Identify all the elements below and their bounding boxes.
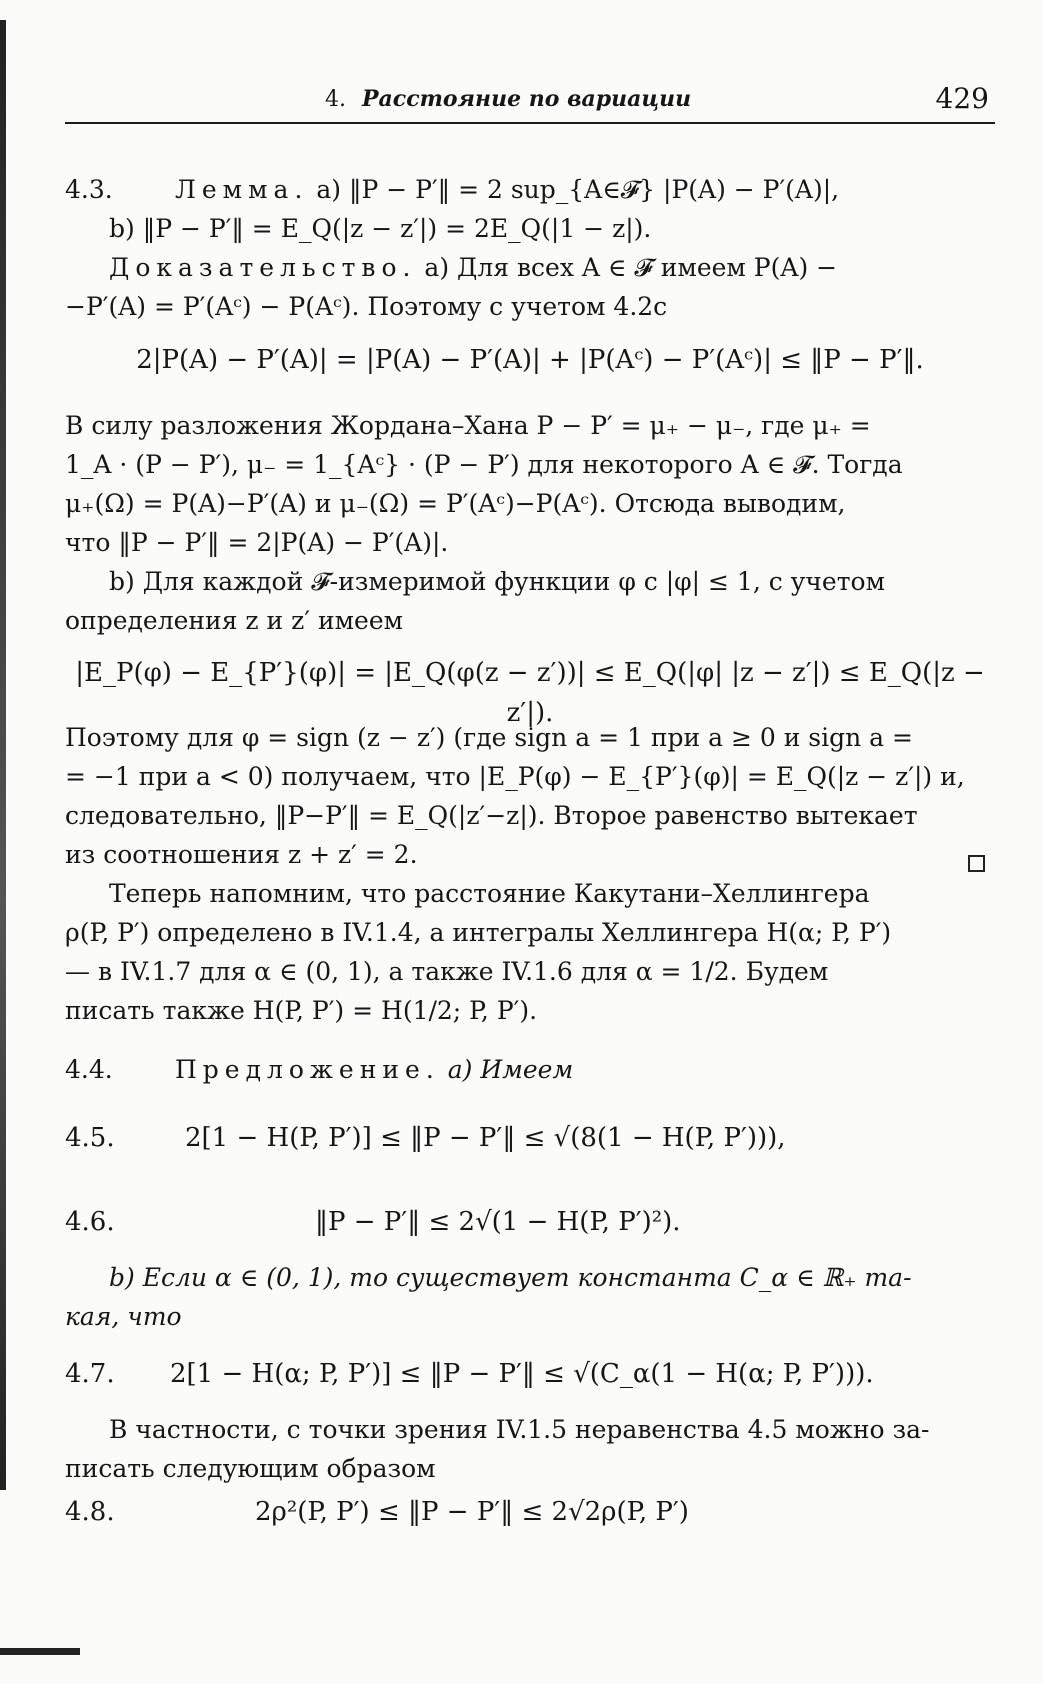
equation-formula: 2[1 − H(P, P′)] ≤ ‖P − P′‖ ≤ √(8(1 − H(P, P′))), <box>185 1123 786 1153</box>
equation-number: 4.8. <box>65 1497 115 1527</box>
section-number: 4. <box>325 87 346 112</box>
text-line: 1_A · (P − P′), μ₋ = 1_{Aᶜ} · (P − P′) для некоторого A ∈ 𝓕. Тогда <box>65 450 903 479</box>
part-b-proof-paragraph <box>65 562 995 640</box>
text-line <box>65 1258 995 1297</box>
closing-paragraph <box>65 1410 995 1488</box>
proof-start <box>65 248 995 326</box>
text-line: писать следующим образом <box>65 1454 436 1483</box>
proposition-part-b <box>65 1258 995 1336</box>
page-number: 429 <box>935 82 989 115</box>
text-line: — в IV.1.7 для α ∈ (0, 1), а также IV.1.6 для α = 1/2. Будем <box>65 957 829 986</box>
proposition-intro: a) Имеем <box>447 1055 574 1084</box>
last-line-with-qed <box>65 835 995 874</box>
equation-number: 4.5. <box>65 1123 115 1153</box>
proof-line-2: −P′(A) = P′(Aᶜ) − P(Aᶜ). Поэтому с учетом 4.2c <box>65 292 668 321</box>
running-header <box>65 70 995 124</box>
sign-paragraph <box>65 718 995 874</box>
lemma-part-a: a) ‖P − P′‖ = 2 sup_{A∈𝓕} |P(A) − P′(A)|, <box>316 175 840 204</box>
equation-number: 4.6. <box>65 1207 115 1237</box>
qed-square-icon <box>968 855 985 872</box>
text-line: В частности, с точки зрения IV.1.5 неравенства 4.5 можно за- <box>109 1415 930 1444</box>
text-line: ρ(P, P′) определено в IV.1.4, а интегралы Хеллингера H(α; P, P′) <box>65 918 892 947</box>
jordan-hahn-paragraph <box>65 406 995 562</box>
scan-bottom-mark <box>0 1648 80 1655</box>
scan-left-edge <box>0 20 6 1490</box>
italic-text: кая, что <box>65 1302 182 1331</box>
proposition-number: 4.4. <box>65 1055 113 1084</box>
display-equation-2: |E_P(φ) − E_{P′}(φ)| = |E_Q(φ(z − z′))| ≤ E_Q(|φ| |z − z′|) ≤ E_Q(|z − z′|). <box>75 658 985 728</box>
text-line <box>65 1297 995 1336</box>
text-line: μ₊(Ω) = P(A)−P′(A) и μ₋(Ω) = P′(Aᶜ)−P(Aᶜ). Отсюда выводим, <box>65 489 846 518</box>
display-equation-1: 2|P(A) − P′(A)| = |P(A) − P′(A)| + |P(Aᶜ) − P′(Aᶜ)| ≤ ‖P − P′‖. <box>136 345 924 375</box>
lemma-number: 4.3. <box>65 175 113 204</box>
section-title: Расстояние по вариации <box>362 86 692 112</box>
proposition-heading <box>65 1050 995 1089</box>
proof-line-1: a) Для всех A ∈ 𝓕 имеем P(A) − <box>424 253 838 282</box>
text-line: из соотношения z + z′ = 2. <box>65 840 418 869</box>
text-line: определения z и z′ имеем <box>65 606 404 635</box>
equation-formula: 2ρ²(P, P′) ≤ ‖P − P′‖ ≤ 2√2ρ(P, P′) <box>255 1497 689 1527</box>
text-line: b) Для каждой 𝓕-измеримой функции φ с |φ| ≤ 1, с учетом <box>109 567 886 596</box>
italic-text: b) Если α ∈ (0, 1), то существует константа C_α ∈ ℝ₊ та- <box>109 1263 912 1292</box>
equation-formula: 2[1 − H(α; P, P′)] ≤ ‖P − P′‖ ≤ √(C_α(1 − H(α; P, P′))). <box>170 1359 874 1389</box>
equation-formula: ‖P − P′‖ ≤ 2√(1 − H(P, P′)²). <box>315 1207 681 1237</box>
hellinger-remark <box>65 874 995 1030</box>
text-line: В силу разложения Жордана–Хана P − P′ = μ₊ − μ₋, где μ₊ = <box>65 411 871 440</box>
proposition-label: Предложение. <box>175 1055 440 1084</box>
text-line: = −1 при a < 0) получаем, что |E_P(φ) − E_{P′}(φ)| = E_Q(|z − z′|) и, <box>65 762 965 791</box>
proof-label: Доказательство. <box>109 253 417 282</box>
running-title <box>325 86 691 112</box>
text-line: Теперь напомним, что расстояние Какутани–Хеллингера <box>109 879 870 908</box>
lemma-part-b: b) ‖P − P′‖ = E_Q(|z − z′|) = 2E_Q(|1 − z|). <box>109 214 652 243</box>
book-page <box>65 70 995 1527</box>
equation-number: 4.7. <box>65 1359 115 1389</box>
text-line: писать также H(P, P′) = H(1/2; P, P′). <box>65 996 538 1025</box>
text-line: Поэтому для φ = sign (z − z′) (где sign a = 1 при a ≥ 0 и sign a = <box>65 723 913 752</box>
lemma-label: Лемма. <box>175 175 309 204</box>
lemma-statement <box>65 170 995 248</box>
text-line: что ‖P − P′‖ = 2|P(A) − P′(A)|. <box>65 528 449 557</box>
text-line: следовательно, ‖P−P′‖ = E_Q(|z′−z|). Второе равенство вытекает <box>65 801 918 830</box>
